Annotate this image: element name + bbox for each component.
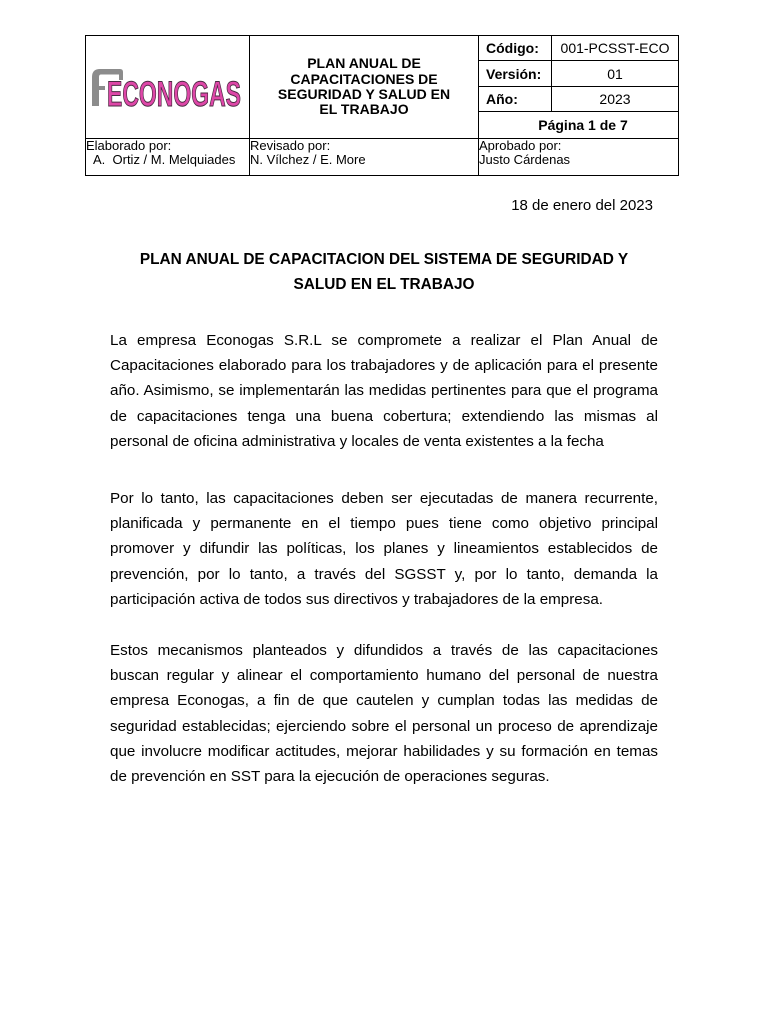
company-logo: [88, 64, 246, 110]
approved-by: [479, 139, 678, 167]
header-title-line: CAPACITACIONES DE: [290, 70, 438, 87]
paragraph-line: que involucre modificar actitudes, mejorar habilidades y su formación en temas: [110, 742, 658, 760]
document-title-line: PLAN ANUAL DE CAPACITACION DEL SISTEMA DE SEGURIDAD Y: [139, 251, 629, 268]
year-value: 2023: [599, 91, 631, 107]
paragraph-line: participación activa de todos sus directivos y trabajadores de la empresa.: [110, 590, 604, 608]
reviewed-by-label: Revisado por:: [250, 138, 331, 153]
header-title-line: EL TRABAJO: [319, 101, 409, 118]
page-number: Página 1 de 7: [538, 117, 628, 133]
paragraph-1: [110, 328, 658, 454]
reviewed-by-names: N. Vílchez / E. More: [250, 152, 366, 167]
paragraph-line: de prevención en SST para la ejecución de operaciones seguras.: [110, 767, 550, 785]
paragraph-line: de capacitaciones tenga una buena cobertura; extendiendo las mismas al: [110, 407, 658, 425]
code-value: 001-PCSST-ECO: [560, 40, 670, 56]
prepared-by-names: A. Ortiz / M. Melquiades: [93, 152, 236, 167]
document-title-line: SALUD EN EL TRABAJO: [293, 276, 475, 293]
logo-wordmark-outline: ECONOGAS: [107, 75, 241, 110]
paragraph-line: Por lo tanto, las capacitaciones deben ser ejecutadas de manera recurrente,: [110, 490, 658, 507]
header-title-line: PLAN ANUAL DE: [307, 55, 421, 72]
document-title: [0, 247, 768, 297]
prepared-by: [86, 139, 249, 167]
paragraph-line: Capacitaciones elaborado para los trabajadores y de aplicación para el presente: [110, 357, 658, 375]
paragraph-line: buscan regular y alinear el comportamiento humano del personal de nuestra: [110, 667, 658, 685]
paragraph-2: [110, 486, 658, 612]
paragraph-line: Estos mecanismos planteados y difundidos a través de las capacitaciones: [110, 642, 658, 659]
paragraph-line: promover y difundir las políticas, los planes y lineamientos establecidos de: [110, 540, 658, 558]
paragraph-line: empresa Econogas, a fin de que cautelen y cumplan todas las medidas de: [110, 692, 658, 710]
version-label: Versión:: [486, 65, 542, 82]
approved-by-names: Justo Cárdenas: [479, 152, 571, 167]
paragraph-line: prevención, por lo tanto, a través del SGSST y, por lo tanto, demanda la: [110, 565, 658, 583]
paragraph-3: [110, 638, 658, 789]
paragraph-line: personal de oficina administrativa y locales de venta existentes a la fecha: [110, 432, 604, 450]
logo-wordmark: ECONOGAS: [107, 75, 241, 110]
code-label: Código:: [486, 39, 539, 56]
paragraph-line: seguridad establecidas; ejerciendo sobre el personal un proceso de aprendizaje: [110, 717, 658, 735]
paragraph-line: año. Asimismo, se implementarán las medidas pertinentes para que el programa: [110, 382, 658, 400]
approved-by-label: Aprobado por:: [479, 138, 562, 153]
header-title: [250, 36, 478, 138]
prepared-by-label: Elaborado por:: [86, 138, 172, 153]
version-value: 01: [607, 65, 623, 82]
header-title-line: SEGURIDAD Y SALUD EN: [277, 86, 451, 102]
document-date: 18 de enero del 2023: [511, 197, 653, 214]
paragraph-line: La empresa Econogas S.R.L se compromete a realizar el Plan Anual de: [110, 332, 658, 349]
year-label: Año:: [486, 91, 518, 107]
paragraph-line: planificada y permanente en el tiempo pues tiene como objetivo principal: [110, 515, 658, 533]
reviewed-by: [250, 139, 478, 167]
